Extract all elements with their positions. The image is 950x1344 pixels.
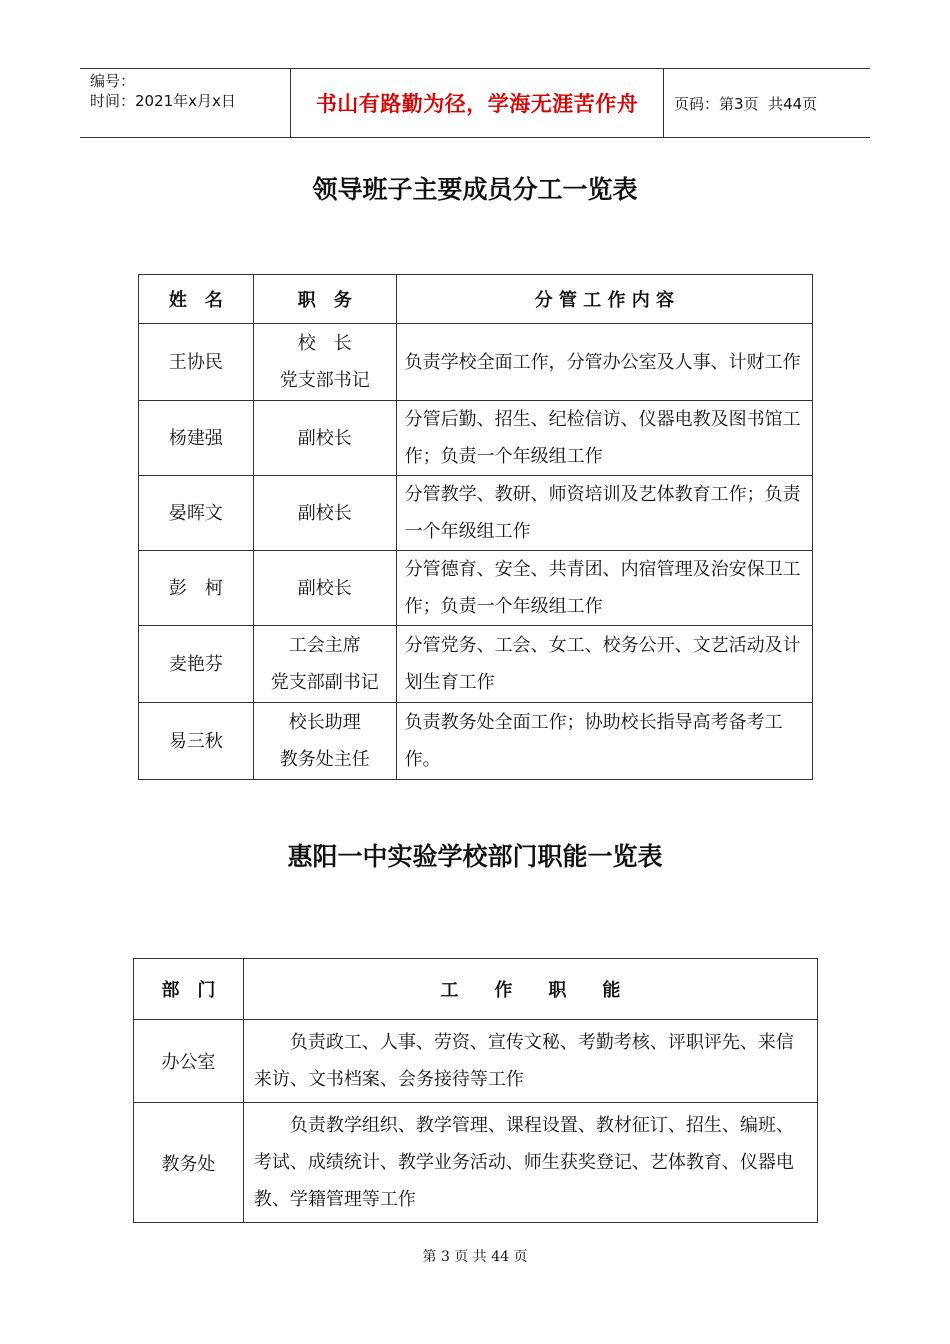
- column-header-department: 部 门: [134, 959, 244, 1020]
- leadership-table-title: 领导班子主要成员分工一览表: [312, 175, 638, 204]
- member-position: [253, 703, 396, 780]
- column-header-function: 工 作 职 能: [243, 959, 817, 1020]
- table-row: [139, 476, 813, 551]
- page-footer: 第 3 页 共 44 页: [422, 1249, 528, 1265]
- position-line: 教务处主任: [279, 749, 370, 770]
- table-row: [139, 626, 813, 703]
- document-header: [80, 68, 870, 138]
- position-line: 党支部书记: [279, 370, 370, 391]
- member-duty: 分管党务、工会、女工、校务公开、文艺活动及计划生育工作: [396, 626, 812, 703]
- table-row: [134, 1020, 818, 1103]
- member-name: 麦艳芬: [139, 626, 254, 703]
- department-function: [243, 1020, 817, 1103]
- member-position: [253, 324, 396, 401]
- member-name: 晏晖文: [139, 476, 254, 551]
- table-row: [134, 1103, 818, 1223]
- member-name: 王协民: [139, 324, 254, 401]
- column-header-position: 职 务: [253, 275, 396, 324]
- header-motto: 书山有路勤为径，学海无涯苦作舟: [290, 69, 664, 137]
- header-page-info: 页码：第3页 共44页: [674, 94, 818, 113]
- table-row: [139, 324, 813, 401]
- position-line: 校 长: [297, 333, 352, 354]
- member-position: 副校长: [253, 401, 396, 476]
- member-position: 副校长: [253, 476, 396, 551]
- member-position: 副校长: [253, 551, 396, 626]
- member-duty: 分管教学、教研、师资培训及艺体教育工作；负责一个年级组工作: [396, 476, 812, 551]
- function-text: 负责政工、人事、劳资、宣传文秘、考勤考核、评职评先、来信来访、文书档案、会务接待等工作: [253, 1032, 794, 1090]
- member-name: 易三秋: [139, 703, 254, 780]
- column-header-duty: 分 管 工 作 内 容: [396, 275, 812, 324]
- position-line: 党支部副书记: [270, 672, 379, 693]
- position-line: 校长助理: [288, 712, 361, 733]
- member-name: 杨建强: [139, 401, 254, 476]
- member-position: [253, 626, 396, 703]
- header-meta: [80, 69, 290, 137]
- number-label: 编号：: [90, 72, 136, 90]
- leadership-table: [138, 274, 813, 780]
- table-row: [139, 551, 813, 626]
- department-table-title: 惠阳一中实验学校部门职能一览表: [287, 842, 663, 871]
- table-header-row: [134, 959, 818, 1020]
- member-duty: 分管后勤、招生、纪检信访、仪器电教及图书馆工作；负责一个年级组工作: [396, 401, 812, 476]
- position-line: 工会主席: [288, 635, 361, 656]
- table-row: [139, 401, 813, 476]
- department-name: 教务处: [134, 1103, 244, 1223]
- member-duty: 负责学校全面工作，分管办公室及人事、计财工作: [396, 324, 812, 401]
- function-text: 负责教学组织、教学管理、课程设置、教材征订、招生、编班、考试、成绩统计、教学业务活动、师生获奖登记、艺体教育、仪器电教、学籍管理等工作: [253, 1115, 794, 1210]
- department-table: [133, 958, 818, 1223]
- member-duty: 负责教务处全面工作；协助校长指导高考备考工作。: [396, 703, 812, 780]
- department-name: 办公室: [134, 1020, 244, 1103]
- table-header-row: [139, 275, 813, 324]
- time-label: 时间：2021年x月x日: [90, 92, 236, 110]
- member-duty: 分管德育、安全、共青团、内宿管理及治安保卫工作；负责一个年级组工作: [396, 551, 812, 626]
- member-name: 彭 柯: [139, 551, 254, 626]
- table-row: [139, 703, 813, 780]
- column-header-name: 姓 名: [139, 275, 254, 324]
- department-function: [243, 1103, 817, 1223]
